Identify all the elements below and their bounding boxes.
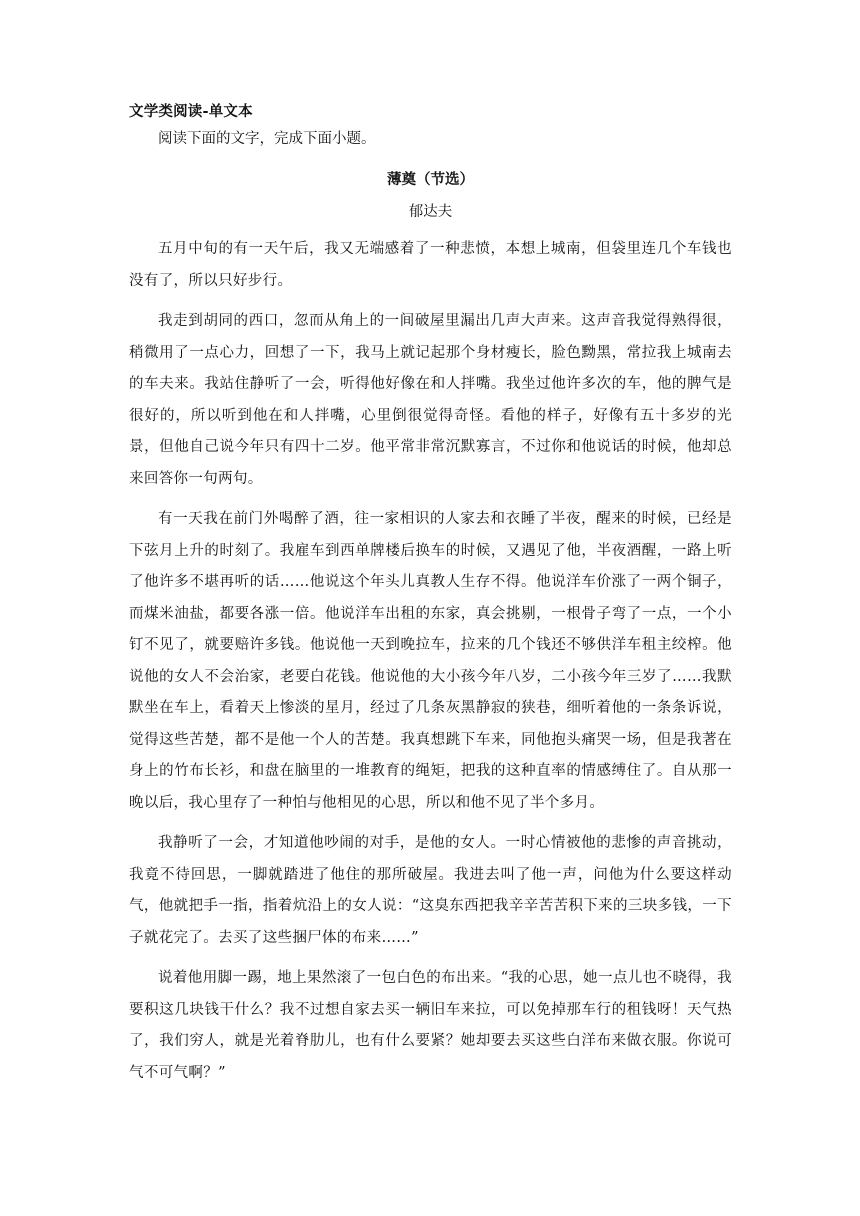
paragraph: 我静听了一会，才知道他吵闹的对手，是他的女人。一时心情被他的悲惨的声音挑动，我竟不待回思，一脚就踏进了他住的那所破屋。我进去叫了他一声，问他为什么要这样动气，他就把手一指，指着炕沿上的女人说：“这臭东西把我辛辛苦苦积下来的三块多钱，一下子就花完了。去买了这些捆尸体的布来……” — [129, 835, 732, 946]
article-body — [129, 234, 732, 1089]
paragraph: 有一天我在前门外喝醉了酒，往一家相识的人家去和衣睡了半夜，醒来的时候，已经是下弦月上升的时刻了。我雇车到西单牌楼后换车的时候，又遇见了他，半夜酒醒，一路上听了他许多不堪再听的话……他说这个年头儿真教人生存不得。他说洋车价涨了一两个铜子，而煤米油盐，都要各涨一倍。他说洋车出租的东家，真会挑剔，一根骨子弯了一点，一个小钉不见了，就要赔许多钱。他说他一天到晚拉车，拉来的几个钱还不够供洋车租主绞榨。他说他的女人不会治家，老要白花钱。他说他的大小孩今年八岁，二小孩今年三岁了……我默默坐在车上，看着天上惨淡的星月，经过了几条灰黑静寂的狭巷，细听着他的一条条诉说，觉得这些苦楚，都不是他一个人的苦楚。我真想跳下车来，同他抱头痛哭一场，但是我著在身上的竹布长衫，和盘在脑里的一堆教育的绳矩，把我的这种直率的情感缚住了。自从那一晚以后，我心里存了一种怕与他相见的心思，所以和他不见了半个多月。 — [129, 511, 732, 811]
article-title: 薄奠（节选） — [387, 172, 474, 188]
article-author: 郁达夫 — [408, 204, 453, 220]
paragraph: 说着他用脚一踢，地上果然滚了一包白色的布出来。“我的心思，她一点儿也不晓得，我要积这几块钱干什么？我不过想自家去买一辆旧车来拉，可以免掉那车行的租钱呀！天气热了，我们穷人，就是光着脊肋儿，也有什么要紧？她却要去买这些白洋布来做衣服。你说可气不可气啊？” — [129, 970, 732, 1081]
section-title: 文学类阅读-单文本 — [129, 104, 253, 120]
reading-instruction: 阅读下面的文字，完成下面小题。 — [158, 131, 376, 147]
paragraph: 我走到胡同的西口，忽而从角上的一间破屋里漏出几声大声来。这声音我觉得熟得很，稍微用了一点心力，回想了一下，我马上就记起那个身材瘦长，脸色黝黑，常拉我上城南去的车夫来。我站住静听了一会，听得他好像在和人拌嘴。我坐过他许多次的车，他的脾气是很好的，所以听到他在和人拌嘴，心里倒很觉得奇怪。看他的样子，好像有五十多岁的光景，但他自己说今年只有四十二岁。他平常非常沉默寡言，不过你和他说话的时候，他却总来回答你一句两句。 — [129, 313, 732, 487]
paragraph: 五月中旬的有一天午后，我又无端感着了一种悲愤，本想上城南，但袋里连几个车钱也没有了，所以只好步行。 — [129, 241, 732, 289]
document-content — [129, 102, 732, 1098]
